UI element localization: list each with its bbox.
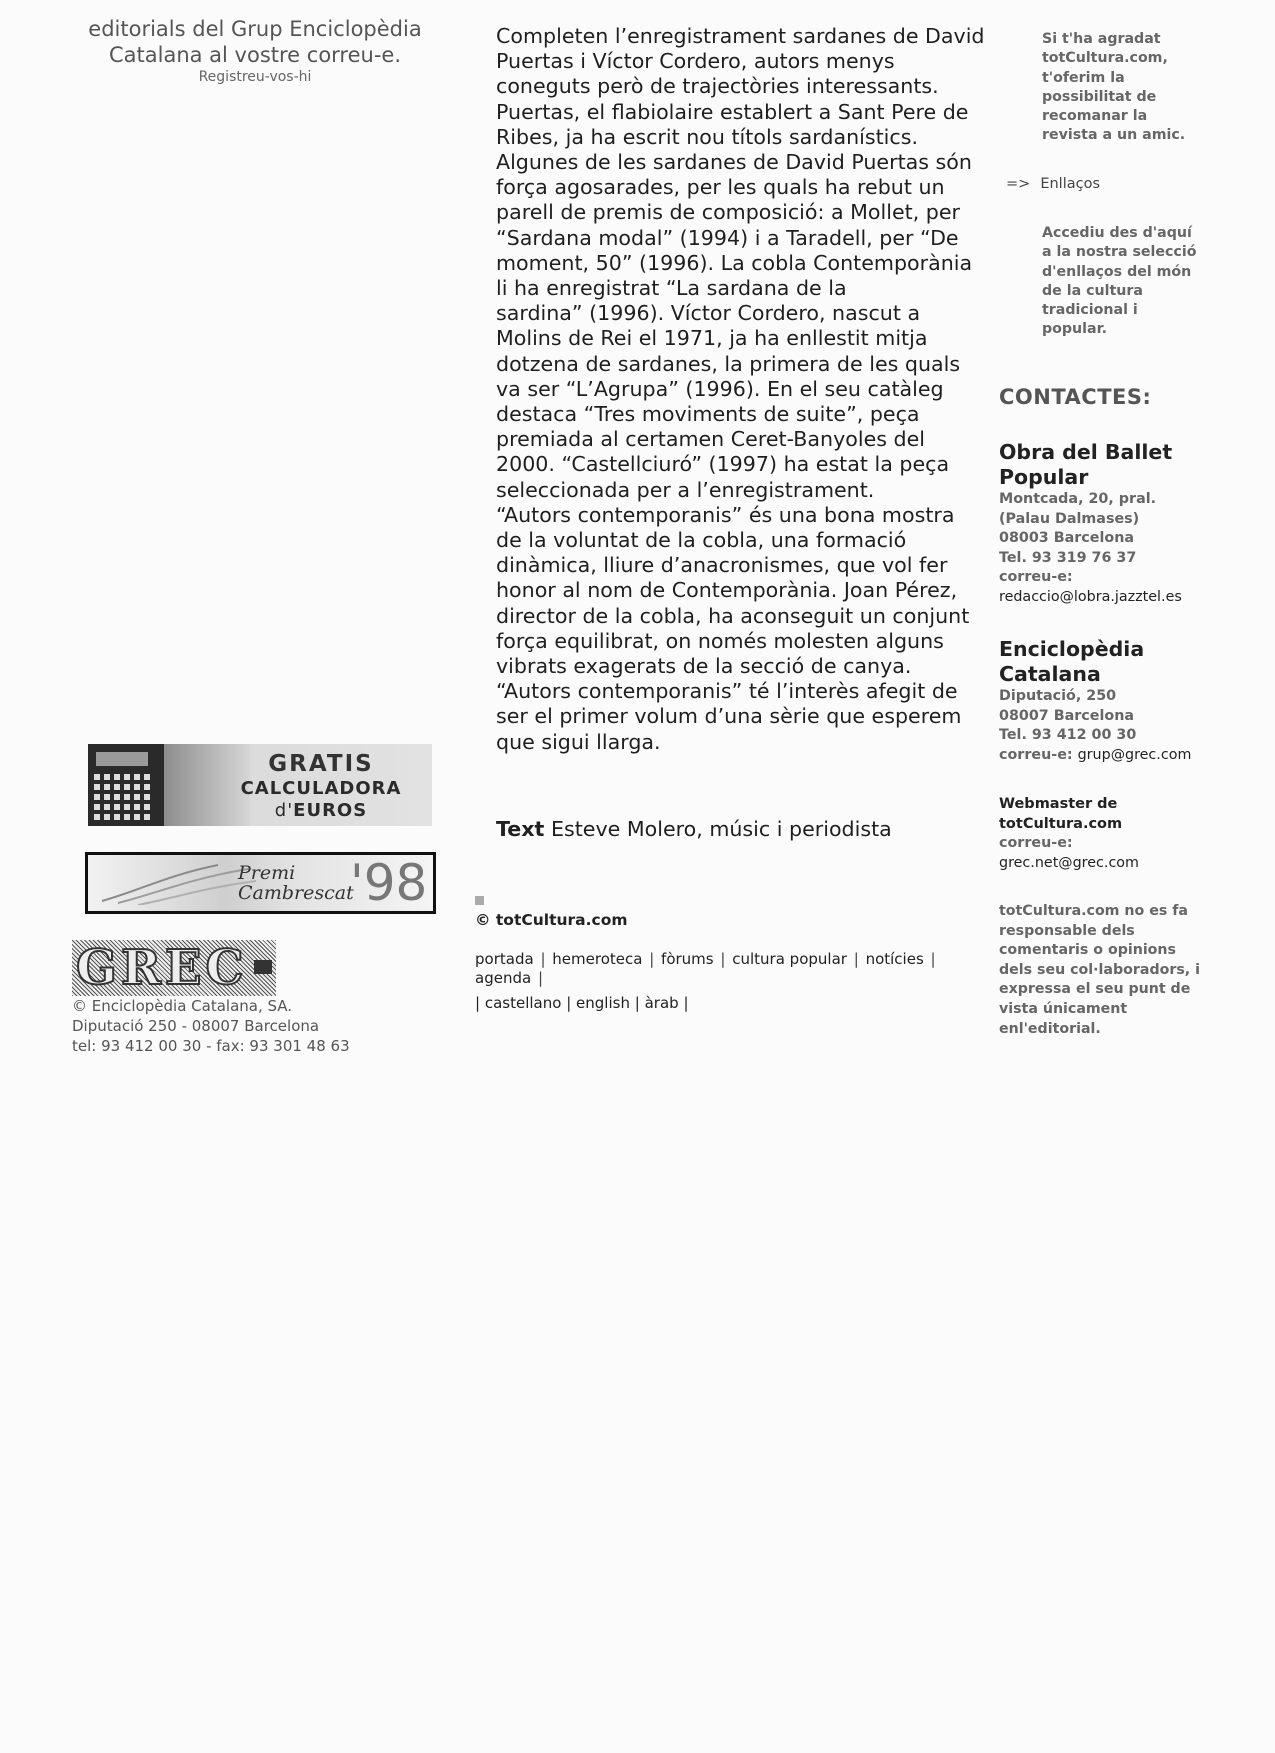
lang-link-english[interactable]: english (576, 994, 630, 1012)
nav-separator: | (930, 950, 936, 968)
article-line: destaca “Tres moviments de suite”, peça (496, 402, 920, 427)
calculator-screen (96, 752, 148, 766)
contact-address-line: Montcada, 20, pral. (999, 491, 1157, 507)
contact-email-label: correu-e: (999, 569, 1073, 585)
recommend-line: t'oferim la (1042, 69, 1125, 86)
links-section-link[interactable] (1006, 174, 1100, 194)
calculator-icon (88, 744, 164, 826)
links-desc-line: Accediu des d'aquí (1042, 225, 1192, 241)
lang-link-arab[interactable]: àrab (644, 994, 679, 1012)
calculator-banner-line-1: GRATIS (268, 751, 374, 777)
grec-logo-letters: GREC (76, 940, 248, 996)
calculator-keys (94, 774, 154, 820)
article-line: moment, 50” (1996). La cobla Contemporània (496, 250, 973, 275)
article-line: “Autors contemporanis” és una bona mostra (496, 502, 955, 527)
links-desc-line: d'enllaços del món (1042, 263, 1192, 280)
publisher-address: Diputació 250 - 08007 Barcelona (72, 1017, 320, 1035)
contact-address-line: Diputació, 250 (999, 688, 1117, 704)
webmaster-email-link[interactable]: grec.net@grec.com (999, 854, 1139, 871)
article-line: 2000. “Castellciuró” (1997) ha estat la peça (496, 452, 950, 477)
premi-text (238, 863, 354, 903)
contact-address-line: (Palau Dalmases) (999, 510, 1140, 527)
contacts-heading: CONTACTES: (999, 385, 1152, 409)
contact-email-row (999, 746, 1249, 766)
premi-line-1: Premi (238, 862, 296, 884)
webmaster-email-label: correu-e: (999, 835, 1073, 851)
lang-separator: | (683, 994, 689, 1012)
article-line: sardina” (1996). Víctor Cordero, nascut a (496, 301, 921, 326)
article-line: coneguts però de trajectòries interessants. (496, 74, 939, 99)
contact-email-link[interactable]: grup@grec.com (1077, 746, 1192, 763)
article-line: director de la cobla, ha aconseguit un conjunt (496, 603, 970, 628)
webmaster-title-line: Webmaster de (999, 796, 1118, 812)
disclaimer-line: dels seu col·laboradors, i (999, 961, 1200, 978)
calculator-banner-line-3 (216, 800, 426, 822)
article-line: honor al nom de Contemporània. Joan Pérez, (496, 578, 958, 603)
calculator-banner-line-2: CALCULADORA (240, 778, 402, 799)
lang-link-castellano[interactable]: castellano (484, 994, 562, 1012)
publisher-name: © Enciclopèdia Catalana, SA. (72, 997, 293, 1015)
byline-label: Text (496, 817, 545, 841)
calculator-banner-text (216, 750, 426, 822)
disclaimer-line: responsable dels (999, 922, 1135, 939)
nav-separator: | (649, 950, 655, 968)
article-line: va ser “L’Agrupa” (1996). En el seu catàleg (496, 376, 944, 401)
contact-address-line: 08007 Barcelona (999, 707, 1135, 724)
article-line: que sigui llarga. (496, 729, 661, 754)
nav-separator: | (537, 969, 544, 987)
article-body (496, 24, 996, 755)
grec-logo-badge (254, 960, 272, 974)
premi-year: '98 (350, 854, 428, 912)
contact-email-label: correu-e: (999, 746, 1073, 763)
disclaimer-line: expressa el seu punt de (999, 981, 1191, 998)
webmaster-title-line: totCultura.com (999, 815, 1123, 832)
links-description (1042, 224, 1242, 340)
publisher-phones: tel: 93 412 00 30 - fax: 93 301 48 63 (72, 1037, 350, 1055)
nav-separator: | (853, 950, 859, 968)
contact-email-link[interactable]: redaccio@lobra.jazztel.es (999, 588, 1182, 605)
nav-link-forums[interactable]: fòrums (661, 950, 714, 968)
language-nav (475, 994, 689, 1013)
footer-nav (475, 950, 965, 988)
contact-obra-ballet-popular (999, 440, 1249, 607)
left-column (70, 16, 440, 86)
disclaimer-line: comentaris o opinions (999, 942, 1176, 959)
article-line: dotzena de sardanes, la primera de les quals (496, 351, 961, 376)
nav-separator: | (720, 950, 726, 968)
article-line: parell de premis de composició: a Mollet, per (496, 200, 961, 225)
lang-separator: | (566, 994, 572, 1012)
links-desc-line: popular. (1042, 321, 1107, 338)
contact-phone: Tel. 93 319 76 37 (999, 549, 1137, 566)
article-line: ser el primer volum d’una sèrie que esperem (496, 704, 962, 729)
article-line: li ha enregistrat “La sardana de la (496, 276, 847, 301)
grec-logo[interactable] (72, 940, 276, 996)
disclaimer-line: totCultura.com no es fa (999, 903, 1188, 919)
links-desc-line: de la cultura (1042, 282, 1143, 299)
premi-line-2: Cambrescat (238, 882, 354, 904)
article-line: força equilibrat, on només molesten alguns (496, 628, 944, 653)
square-bullet-icon (475, 896, 484, 905)
publisher-info (72, 996, 350, 1056)
newsletter-line-2: Catalana al vostre correu-e. (108, 43, 402, 67)
recommend-line: possibilitat de (1042, 88, 1157, 105)
nav-link-cultura-popular[interactable]: cultura popular (732, 950, 847, 968)
site-copyright: © totCultura.com (475, 911, 628, 929)
calculator-banner-euros: EUROS (293, 800, 368, 821)
premi-cambrescat-banner[interactable] (85, 852, 436, 914)
recommend-line: recomanar la (1042, 108, 1148, 125)
swoosh-icon (98, 861, 258, 905)
links-label: Enllaços (1040, 176, 1101, 192)
webmaster-contact (999, 795, 1249, 873)
arrow-icon: => (1006, 176, 1031, 192)
contact-name-line: Popular (999, 465, 1089, 489)
disclaimer-line: enl'editorial. (999, 1020, 1101, 1037)
footer-nav-row-1 (475, 950, 965, 969)
lang-separator: | (475, 994, 481, 1012)
recommend-to-friend[interactable] (1042, 30, 1242, 146)
article-line: Molins de Rei el 1971, ja ha enllestit mitja (496, 326, 928, 351)
euro-calculator-banner[interactable] (88, 744, 432, 826)
article-line: Algunes de les sardanes de David Puertas són (496, 150, 972, 175)
article-line: força agosarades, per les quals ha rebut un (496, 175, 945, 200)
contact-address-line: 08003 Barcelona (999, 530, 1135, 546)
recommend-line: revista a un amic. (1042, 127, 1186, 144)
article-line: de la voluntat de la cobla, una formació (496, 528, 907, 553)
contact-phone: Tel. 93 412 00 30 (999, 727, 1137, 743)
links-desc-line: a la nostra selecció (1042, 244, 1197, 261)
nav-link-hemeroteca[interactable]: hemeroteca (552, 950, 643, 968)
article-line: “Autors contemporanis” té l’interès afegit de (496, 679, 958, 704)
article-line: “Sardana modal” (1994) i a Taradell, per “De (496, 225, 959, 250)
article-line: Puertas, el flabiolaire establert a Sant Pere de (496, 99, 969, 124)
contact-name-line: Catalana (999, 662, 1101, 686)
article-line: vibrats exagerats de la secció de canya. (496, 654, 912, 679)
contact-name-line: Enciclopèdia (999, 637, 1145, 661)
recommend-line: totCultura.com, (1042, 50, 1168, 67)
nav-link-noticies[interactable]: notícies (865, 950, 924, 968)
article-line: dinàmica, lliure d’anacronismes, que vol fer (496, 553, 948, 578)
recommend-line: Si t'ha agradat (1042, 31, 1161, 47)
nav-link-portada[interactable]: portada (475, 950, 534, 968)
contact-name-line: Obra del Ballet (999, 440, 1173, 464)
disclaimer-line: vista únicament (999, 1000, 1128, 1017)
article-line: Puertas i Víctor Cordero, autors menys (496, 49, 895, 74)
article-line: seleccionada per a l’enregistrament. (496, 477, 875, 502)
links-desc-line: tradicional i (1042, 302, 1138, 319)
calculator-banner-prefix: d' (274, 800, 294, 821)
article-line: Completen l’enregistrament sardanes de David (496, 24, 985, 48)
lang-separator: | (634, 994, 640, 1012)
newsletter-promo (70, 16, 440, 86)
byline-author: Esteve Molero, músic i periodista (550, 817, 892, 841)
article-line: premiada al certamen Ceret-Banyoles del (496, 427, 925, 452)
footer-nav-row-2 (475, 969, 965, 988)
article-byline (496, 816, 892, 842)
contact-enciclopedia-catalana (999, 637, 1249, 765)
nav-separator: | (540, 950, 546, 968)
newsletter-line-1: editorials del Grup Enciclopèdia (88, 17, 422, 41)
article-line: Ribes, ja ha escrit nou títols sardanístics. (496, 124, 918, 149)
register-link[interactable]: Registreu-vos-hi (198, 69, 312, 85)
disclaimer (999, 902, 1229, 1039)
nav-link-agenda[interactable]: agenda (475, 969, 532, 987)
